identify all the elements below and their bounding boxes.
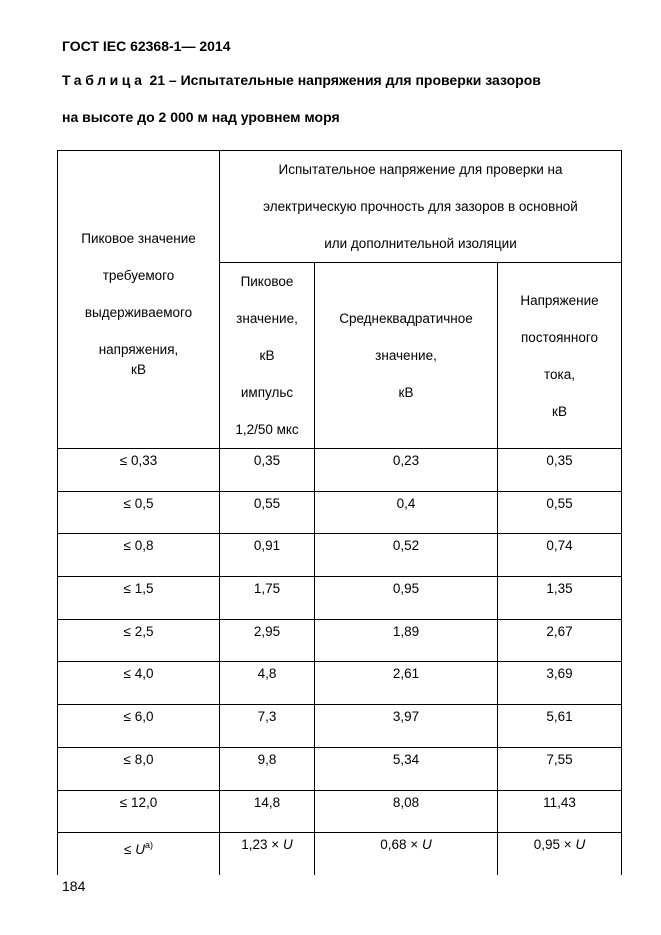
table-row-formula	[58, 833, 622, 876]
le-sign: ≤	[124, 842, 132, 858]
cell-withstand	[58, 619, 220, 662]
cell-dc	[498, 449, 622, 492]
cell-value: ≤ 0,8	[123, 538, 154, 554]
group-header-line: или дополнительной изоляции	[324, 236, 517, 251]
table-row	[58, 662, 622, 705]
cell-value	[534, 837, 585, 852]
cell-dc	[498, 790, 622, 833]
header-row-group	[58, 151, 622, 263]
cell-value	[241, 837, 292, 852]
cell-value: 7,55	[546, 751, 573, 767]
sub-header-peak	[220, 263, 315, 449]
sub-header-dc	[498, 263, 622, 449]
cell-value: 8,08	[392, 794, 420, 810]
cell-peak	[220, 705, 315, 748]
cell-value: 2,61	[392, 666, 420, 682]
sub-header-line: Напряжение	[520, 292, 599, 308]
cell-value: 2,67	[546, 623, 573, 639]
sub-header-line: значение,	[375, 348, 437, 363]
sub-header-line: импульс	[240, 385, 294, 400]
cell-value: 11,43	[543, 794, 576, 810]
cell-withstand	[58, 534, 220, 577]
cell-value: 0,55	[253, 495, 281, 511]
table-caption-text: 21 – Испытательные напряжения для проверки зазоров	[149, 72, 541, 88]
table-row	[58, 747, 622, 790]
sub-header-line: Пиковое	[240, 274, 294, 289]
col1-header-line: выдерживаемого	[84, 304, 193, 320]
cell-value: ≤ 0,33	[119, 453, 158, 468]
table-row	[58, 534, 622, 577]
cell-withstand	[58, 790, 220, 833]
col1-header-line: кВ	[131, 361, 146, 377]
cell-dc	[498, 833, 622, 876]
cell-peak	[220, 534, 315, 577]
cell-withstand	[58, 449, 220, 492]
voltage-test-table	[57, 150, 622, 875]
cell-value: 0,4	[396, 495, 416, 511]
cell-value: ≤ 1,5	[123, 581, 154, 597]
cell-rms	[315, 747, 498, 790]
cell-withstand	[58, 833, 220, 876]
cell-dc	[498, 747, 622, 790]
sub-header-line: кВ	[259, 348, 275, 363]
sub-header-line: значение,	[236, 311, 298, 326]
var-u: U	[282, 837, 293, 853]
cell-value: 1,89	[392, 623, 420, 639]
group-header-line: Испытательное напряжение для проверки на	[278, 162, 563, 177]
col1-header-line: напряжения,	[98, 341, 179, 357]
cell-peak	[220, 790, 315, 833]
cell-rms	[315, 833, 498, 876]
cell-value: ≤ 12,0	[119, 794, 158, 810]
cell-dc	[498, 619, 622, 662]
table-row	[58, 577, 622, 620]
cell-value: 14,8	[253, 794, 281, 810]
cell-peak	[220, 577, 315, 620]
cell-value: 1,75	[253, 581, 281, 597]
table-row	[58, 491, 622, 534]
cell-value: 9,8	[257, 751, 277, 767]
col1-header-line: Пиковое значение	[81, 230, 196, 246]
cell-value: ≤ 8,0	[123, 751, 154, 767]
cell-value: 5,34	[392, 751, 420, 767]
sub-header-line: постоянного	[521, 329, 598, 345]
cell-value: 0,52	[392, 538, 420, 554]
cell-withstand	[58, 577, 220, 620]
cell-value: 0,35	[253, 453, 281, 468]
group-header-line: электрическую прочность для зазоров в основной	[263, 199, 578, 214]
cell-peak	[220, 747, 315, 790]
cell-value: 0,23	[392, 453, 420, 468]
cell-rms	[315, 534, 498, 577]
cell-withstand	[58, 747, 220, 790]
var-u: U	[135, 842, 145, 858]
cell-value: ≤ 4,0	[123, 666, 154, 682]
cell-dc	[498, 705, 622, 748]
table-caption-word: Таблица	[62, 72, 146, 88]
cell-value	[380, 837, 431, 852]
cell-value: 5,61	[546, 709, 573, 725]
cell-value: 2,95	[253, 623, 281, 639]
cell-peak	[220, 833, 315, 876]
cell-peak	[220, 662, 315, 705]
cell-peak	[220, 619, 315, 662]
group-header	[220, 151, 622, 263]
cell-rms	[315, 577, 498, 620]
cell-value: 0,91	[253, 538, 281, 554]
sub-header-line: тока,	[543, 366, 575, 382]
cell-value: ≤ 6,0	[123, 709, 154, 725]
table-caption-line1	[62, 72, 614, 88]
cell-withstand	[58, 705, 220, 748]
table-caption-line2: на высоте до 2 000 м над уровнем моря	[62, 109, 340, 125]
cell-dc	[498, 491, 622, 534]
cell-value: 0,95	[392, 581, 420, 597]
cell-peak	[220, 491, 315, 534]
cell-value: 0,35	[546, 453, 573, 468]
cell-rms	[315, 705, 498, 748]
cell-value: ≤ 0,5	[123, 495, 154, 511]
table-row	[58, 619, 622, 662]
page-number: 184	[62, 878, 86, 894]
cell-rms	[315, 662, 498, 705]
coef: 0,95 ×	[533, 837, 572, 853]
cell-withstand	[58, 491, 220, 534]
table-row	[58, 705, 622, 748]
cell-rms	[315, 449, 498, 492]
coef: 1,23 ×	[241, 837, 280, 853]
cell-value: 3,97	[392, 709, 420, 725]
cell-value: 4,8	[257, 666, 277, 682]
cell-value: 7,3	[257, 709, 277, 725]
table-row	[58, 449, 622, 492]
var-u: U	[421, 837, 432, 853]
cell-value: 3,69	[546, 666, 573, 682]
cell-dc	[498, 534, 622, 577]
cell-value: 0,55	[546, 495, 573, 511]
table-row	[58, 790, 622, 833]
sub-header-rms	[315, 263, 498, 449]
col1-header-line: требуемого	[102, 267, 175, 283]
cell-dc	[498, 662, 622, 705]
cell-rms	[315, 491, 498, 534]
sub-header-line: 1,2/50 мкс	[235, 422, 299, 437]
sub-header-line: кВ	[552, 403, 567, 419]
cell-value: 1,35	[546, 581, 573, 597]
footnote-ref: а)	[144, 840, 153, 851]
sub-header-line: кВ	[398, 385, 414, 400]
cell-rms	[315, 619, 498, 662]
standard-designation: ГОСТ IEC 62368-1— 2014	[62, 38, 231, 54]
col1-header	[58, 151, 220, 449]
cell-dc	[498, 577, 622, 620]
cell-peak	[220, 449, 315, 492]
cell-value: 0,74	[546, 538, 573, 554]
cell-rms	[315, 790, 498, 833]
sub-header-line: Среднеквадратичное	[339, 311, 473, 326]
cell-withstand	[58, 662, 220, 705]
cell-value	[124, 842, 153, 857]
coef: 0,68 ×	[380, 837, 419, 853]
cell-value: ≤ 2,5	[123, 623, 154, 639]
var-u: U	[575, 837, 586, 853]
